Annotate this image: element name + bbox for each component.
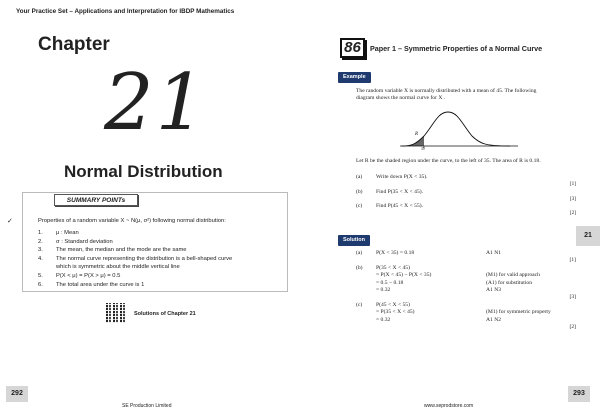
marks: [1]: [569, 181, 576, 188]
page-number-right: 293: [568, 386, 590, 402]
summary-intro: Properties of a random variable X ~ N(μ, σ²) following normal distribution:: [38, 218, 226, 224]
region-label: R: [415, 132, 419, 137]
check-icon: ✓: [7, 218, 13, 225]
chapter-number: 21: [104, 58, 208, 148]
question-intro: The random variable X is normally distributed with a mean of 45. The following diagram shows the normal curve for X .: [356, 88, 537, 102]
list-item: 4. The normal curve representing the distribution is a bell-shaped curve: [38, 255, 233, 262]
qr-code-icon[interactable]: [106, 303, 126, 323]
page-number-left: 292: [6, 386, 28, 402]
question-number-badge: 86: [340, 38, 365, 58]
summary-list: [38, 229, 232, 289]
marks: [2]: [569, 210, 576, 217]
question-part: (a) Write down P(X < 35).: [356, 174, 428, 181]
list-item: 1. μ : Mean: [38, 230, 79, 236]
solution-part-a: (a) P(X < 35) = 0.18 A1 N1 [1]: [356, 250, 576, 264]
solution-label: Solution: [338, 235, 370, 246]
question-part: (c) Find P(45 < X < 55).: [356, 203, 424, 210]
list-item: 5. P(X < μ) = P(X > μ) = 0.5: [38, 272, 121, 279]
solution-part-c: (c) P(45 < X < 55) = P(35 < X < 45) (M1) for symmetric property = 0.32 A1 N2 [2]: [356, 301, 576, 331]
chapter-title: Normal Distribution: [64, 162, 223, 181]
footer-website: www.seprodstore.com: [424, 403, 474, 409]
solution-body: [356, 250, 576, 331]
bell-curve: [402, 112, 510, 146]
paper-title: Paper 1 – Symmetric Properties of a Normal Curve: [370, 44, 543, 53]
solutions-link[interactable]: Solutions of Chapter 21: [134, 311, 196, 317]
solution-part-b: (b) P(35 < X < 45) = P(X < 45) − P(X < 35) (M1) for valid approach = 0.5 − 0.18 (A1) for substitution = 0.32 A1 N3 [3]: [356, 264, 576, 301]
list-item: 3. The mean, the median and the mode are the same: [38, 247, 187, 254]
chapter-side-tab: 21: [576, 226, 600, 246]
list-item: which is symmetric about the middle vertical line: [56, 264, 180, 271]
marks: [3]: [569, 195, 576, 202]
list-item: 2. σ : Standard deviation: [38, 238, 113, 245]
chapter-label: Chapter: [38, 34, 110, 55]
right-page: [300, 0, 600, 420]
question-body: Let R be the shaded region under the curve, to the left of 35. The area of R is 0.18. (a) Write down P(X < 35). [1] (b) Find P(35 < X < 45). [3] (c) Find P(45 < X < 55). [2]: [356, 158, 576, 217]
example-label: Example: [338, 72, 371, 83]
footer-publisher: SE Production Limited: [122, 403, 172, 409]
tick-label: 35: [421, 147, 425, 150]
book-header: Your Practice Set – Applications and Interpretation for IBDP Mathematics: [16, 8, 235, 15]
list-item: 6. The total area under the curve is 1: [38, 281, 145, 288]
summary-tab: SUMMARY POINTs: [54, 194, 138, 206]
question-part: (b) Find P(35 < X < 45).: [356, 188, 424, 195]
normal-curve-diagram: [400, 106, 520, 150]
